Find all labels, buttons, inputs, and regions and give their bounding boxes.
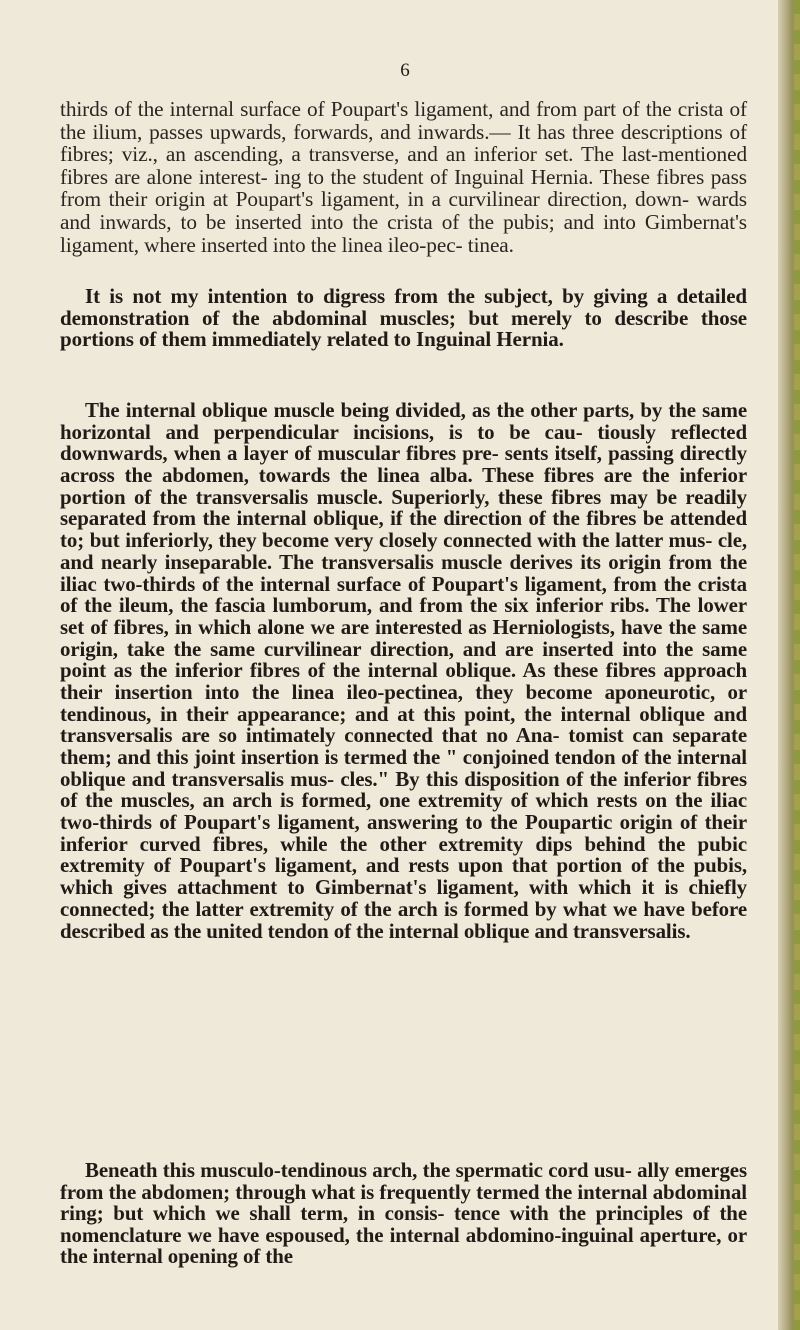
paragraph-1: thirds of the internal surface of Poupart's ligament, and from part of the crista of the ilium, passes upwards, forwards, and inwards.— It has three descriptions of fibres; viz., an ascending, a transverse, and an inferior set. The last-mentioned fibres are alone interest- ing to the student of Inguinal Hernia. These fibres pass from their origin at Poupart's ligament, in a curvilinear direction, down- wards and inwards, to be inserted into the crista of the pubis; and into Gimbernat's ligament, where inserted into the linea ileo-pec- tinea. [60,97,747,257]
paragraph-3: The internal oblique muscle being divided, as the other parts, by the same horizontal and perpendicular incisions, is to be cau- tiously reflected downwards, when a layer of muscular fibres pre- sents itself, passing directly across the abdomen, towards the linea alba. These fibres are the inferior portion of the transversalis muscle. Superiorly, these fibres may be readily separated from the internal oblique, if the direction of the fibres be attended to; but inferiorly, they become very closely connected with the latter mus- cle, and nearly inseparable. The transversalis muscle derives its origin from the iliac two-thirds of the internal surface of Poupart's ligament, from the crista of the ileum, the fascia lumborum, and from the six inferior ribs. The lower set of fibres, in which alone we are interested as Herniologists, have the same origin, take the same curvilinear direction, and are inserted into the same point as the inferior fibres of the internal oblique. As these fibres approach their insertion into the linea ileo-pectinea, they become aponeurotic, or tendinous, in their appearance; and at this point, the internal oblique and transversalis are so intimately connected that no Ana- tomist can separate them; and this joint insertion is termed the " conjoined tendon of the internal oblique and transversalis mus- cles." By this disposition of the inferior fibres of the muscles, an arch is formed, one extremity of which rests on the iliac two-thirds of Poupart's ligament, answering to the Poupartic origin of their inferior curved fibres, while the other extremity dips behind the pubic extremity of Poupart's ligament, and rests upon that portion of the pubis, which gives attachment to Gimbernat's ligament, with which it is chiefly connected; the latter extremity of the arch is formed by what we have before described as the united tendon of the internal oblique and transversalis. [60,398,747,943]
paragraph-2: It is not my intention to digress from the subject, by giving a detailed demonstration of the abdominal muscles; but merely to describe those portions of them immediately related to Inguinal Hernia. [60,284,747,352]
paragraph-4: Beneath this musculo-tendinous arch, the spermatic cord usu- ally emerges from the abdomen; through what is frequently termed the internal abdominal ring; but which we shall term, in consis- tence with the principles of the nomenclature we have espoused, the internal abdomino-inguinal aperture, or the internal opening of the [60,1158,747,1269]
page-number: 6 [400,60,410,81]
page-edge-binding [794,0,800,1330]
